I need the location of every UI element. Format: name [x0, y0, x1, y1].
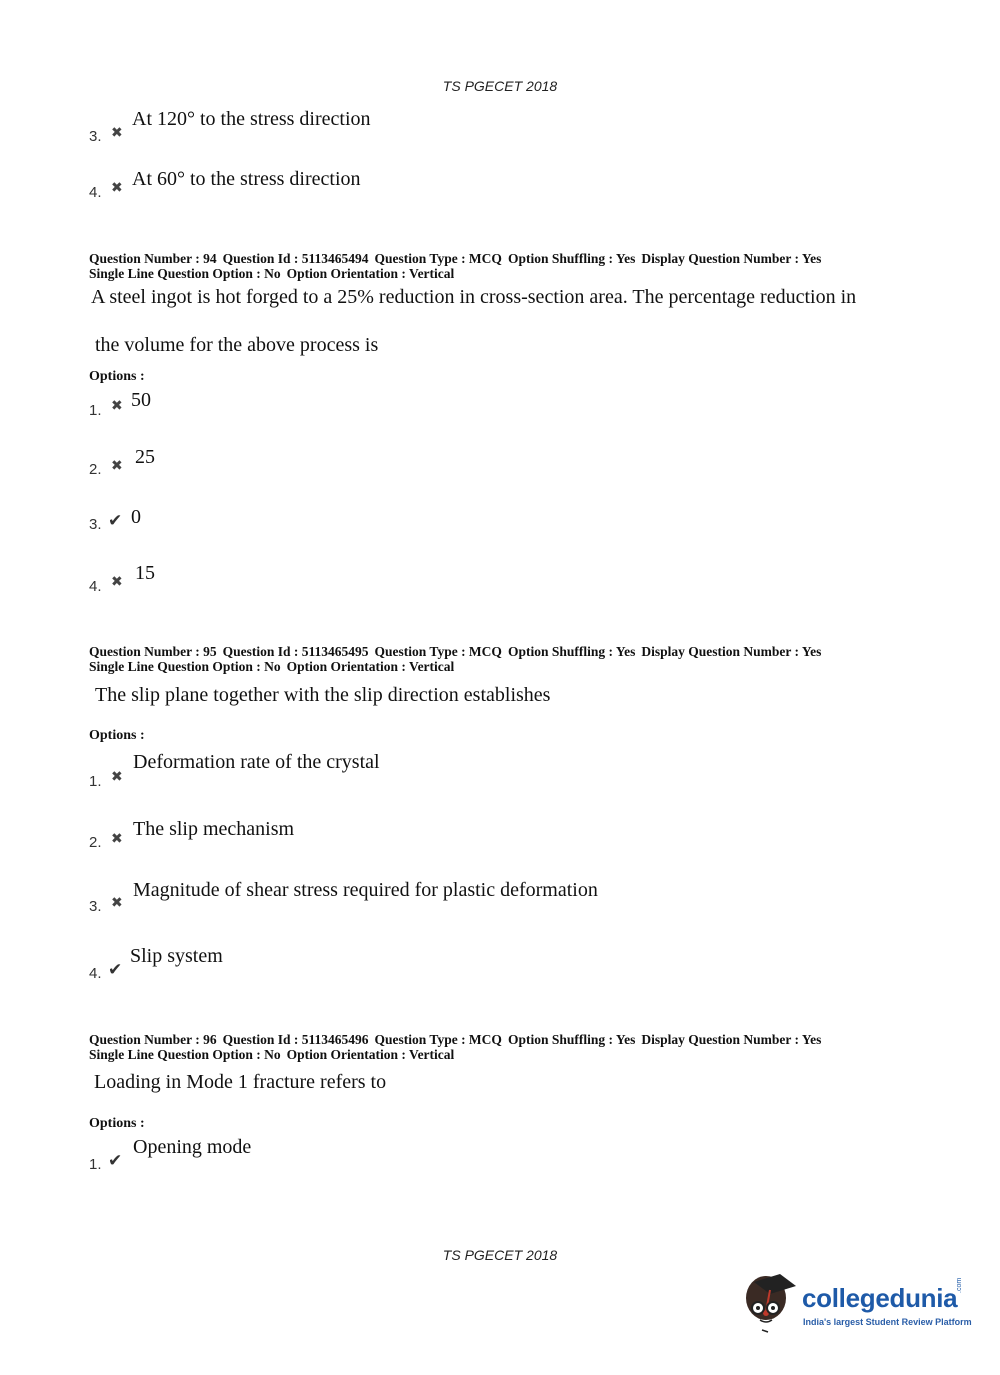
option-text: 0 [131, 506, 141, 528]
mascot-logo-icon [740, 1268, 802, 1338]
question-text: The slip plane together with the slip direction establishes [95, 684, 551, 706]
meta-item: Question Type : MCQ [374, 644, 502, 659]
wrong-mark-icon: ✖ [111, 126, 123, 141]
option-text: 50 [131, 389, 151, 411]
page-footer: TS PGECET 2018 [442, 1247, 558, 1263]
options-label: Options : [89, 1116, 145, 1131]
option-text: Deformation rate of the crystal [133, 751, 380, 773]
meta-item: Question Id : 5113465496 [222, 1032, 369, 1047]
option-number: 1. [89, 402, 102, 419]
option-number: 3. [89, 516, 102, 533]
meta-item: Option Orientation : Vertical [286, 1047, 455, 1062]
meta-item: Single Line Question Option : No [89, 659, 281, 674]
meta-item: Question Number : 94 [89, 251, 217, 266]
meta-item: Option Shuffling : Yes [507, 644, 636, 659]
correct-check-icon: ✔ [108, 511, 123, 530]
meta-item: Single Line Question Option : No [89, 266, 281, 281]
option-text: Opening mode [133, 1136, 252, 1158]
logo-tagline: India's largest Student Review Platform [803, 1317, 972, 1327]
question-meta [89, 1032, 827, 1062]
question-text: the volume for the above process is [95, 334, 379, 356]
options-label: Options : [89, 369, 145, 384]
wrong-mark-icon: ✖ [111, 832, 123, 847]
page-header: TS PGECET 2018 [442, 78, 558, 94]
option-number: 4. [89, 578, 102, 595]
wrong-mark-icon: ✖ [111, 399, 123, 414]
meta-item: Option Shuffling : Yes [507, 251, 636, 266]
wrong-mark-icon: ✖ [111, 770, 123, 785]
option-number: 2. [89, 461, 102, 478]
option-number: 3. [89, 128, 102, 145]
wrong-mark-icon: ✖ [111, 459, 123, 474]
option-text: Magnitude of shear stress required for plastic deformation [133, 879, 598, 901]
meta-item: Question Number : 95 [89, 644, 217, 659]
question-meta [89, 251, 827, 281]
option-number: 4. [89, 965, 102, 982]
option-number: 2. [89, 834, 102, 851]
meta-item: Question Type : MCQ [374, 251, 502, 266]
meta-item: Option Shuffling : Yes [507, 1032, 636, 1047]
option-number: 1. [89, 1156, 102, 1173]
option-text: At 60° to the stress direction [132, 168, 361, 190]
meta-item: Display Question Number : Yes [641, 251, 822, 266]
option-text: The slip mechanism [133, 818, 295, 840]
meta-item: Option Orientation : Vertical [286, 266, 455, 281]
option-number: 4. [89, 184, 102, 201]
meta-item: Question Id : 5113465495 [222, 644, 369, 659]
question-text: Loading in Mode 1 fracture refers to [94, 1071, 387, 1093]
wrong-mark-icon: ✖ [111, 896, 123, 911]
correct-check-icon: ✔ [108, 960, 123, 979]
option-number: 1. [89, 773, 102, 790]
option-number: 3. [89, 898, 102, 915]
meta-item: Question Number : 96 [89, 1032, 217, 1047]
question-meta [89, 644, 827, 674]
logo-wordmark: collegedunia [802, 1283, 958, 1313]
meta-item: Option Orientation : Vertical [286, 659, 455, 674]
option-text: At 120° to the stress direction [132, 108, 371, 130]
wrong-mark-icon: ✖ [111, 181, 123, 196]
meta-item: Question Type : MCQ [374, 1032, 502, 1047]
options-label: Options : [89, 728, 145, 743]
meta-item: Display Question Number : Yes [641, 1032, 822, 1047]
question-text: A steel ingot is hot forged to a 25% reduction in cross-section area. The percentage reduction in [91, 286, 857, 308]
logo-suffix: .com [956, 1277, 963, 1293]
correct-check-icon: ✔ [108, 1151, 123, 1170]
option-text: 25 [135, 446, 155, 468]
option-text: 15 [135, 562, 155, 584]
wrong-mark-icon: ✖ [111, 575, 123, 590]
meta-item: Question Id : 5113465494 [222, 251, 369, 266]
option-text: Slip system [130, 945, 223, 967]
meta-item: Display Question Number : Yes [641, 644, 822, 659]
meta-item: Single Line Question Option : No [89, 1047, 281, 1062]
